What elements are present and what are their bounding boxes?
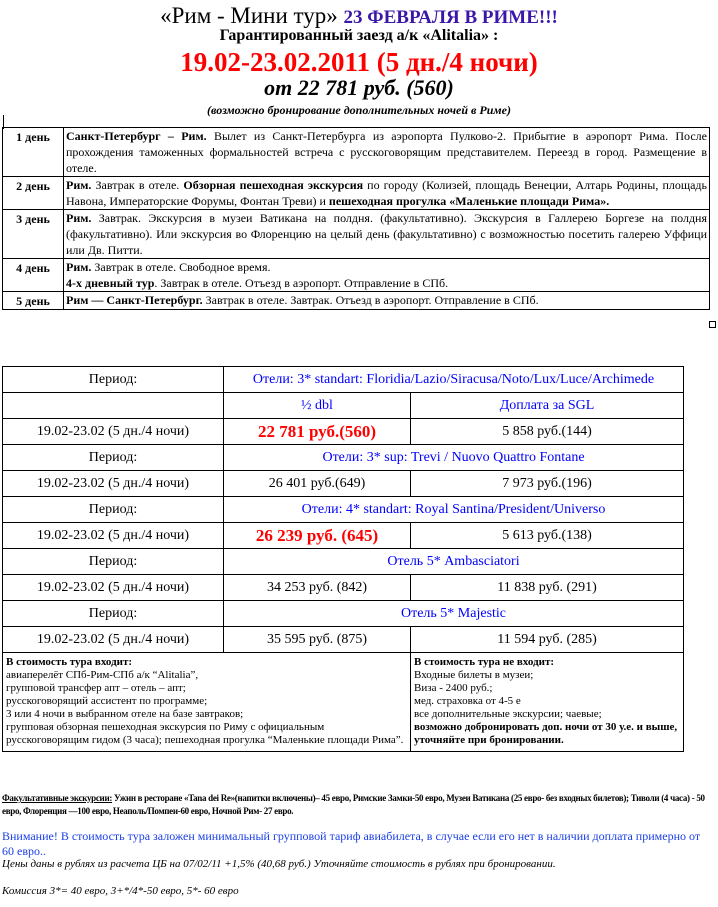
hotel-header-row (3, 497, 684, 523)
included-item: групповой трансфер апт – отель – апт; (6, 682, 186, 694)
itinerary-row (3, 210, 710, 259)
day-description (64, 177, 710, 210)
day-text: Завтрак в отеле. Завтрак. Отъезд в аэропорт. Отправление в СПб. (202, 293, 539, 307)
hotel-header-row (3, 601, 684, 627)
included-item: авиаперелёт СПб-Рим-СПб а/к “Alitalia”, (6, 669, 199, 681)
hotel-name: Отели: 4* standart: Royal Santina/President/Universo (224, 497, 684, 523)
attention-note: Внимание! В стоимость тура заложен минимальный групповой тариф авиабилета, в случае если его нет в наличии доплата примерно от 60 евро.. (2, 829, 701, 858)
itinerary-row (3, 292, 710, 310)
price-sgl: 5 613 руб.(138) (411, 523, 684, 549)
price-row (3, 419, 684, 445)
price-from: от 22 781 руб. (560) (264, 75, 454, 100)
day-highlight: Обзорная пешеходная экскурсия (183, 178, 364, 192)
table-resize-handle[interactable] (709, 321, 716, 328)
period-value: 19.02-23.02 (5 дн./4 ночи) (3, 523, 224, 549)
not-included-item: Входные билеты в музеи; (414, 669, 534, 681)
day-title: 4-х дневный тур (66, 276, 155, 290)
period-value: 19.02-23.02 (5 дн./4 ночи) (3, 471, 224, 497)
extra-nights-note: возможно добронировать доп. ночи от 30 у.е. и выше, уточняйте при бронировании. (414, 721, 678, 746)
guaranteed-departure: Гарантированный заезд а/к «Alitalia» : (219, 27, 499, 44)
day-label: 4 день (3, 259, 64, 292)
hotel-header-row (3, 367, 684, 393)
day-label: 2 день (3, 177, 64, 210)
day-description (64, 128, 710, 177)
included-item: групповая обзорная пешеходная экскурсия по Риму с официальным русскоговорящим гидом (3 часа); пешеходная прогулка “Маленькие площади Рима”. (6, 721, 404, 746)
itinerary-row (3, 128, 710, 177)
included-cell (3, 653, 411, 752)
day-text: Завтрак. Экскурсия в музеи Ватикана на полдня. (факультативно). Экскурсия в Галлерею Боргезе на полдня (факультативно). Или экскурсия во Флоренцию на целый день (факультативно) с возможностью посетить галерею Уффици или Дв. Питти. (66, 211, 707, 257)
period-value: 19.02-23.02 (5 дн./4 ночи) (3, 627, 224, 653)
optional-excursions-label: Факультативные экскурсии: (2, 793, 113, 803)
price-dbl: 22 781 руб.(560) (224, 419, 411, 445)
period-label: Период: (3, 497, 224, 523)
day-text: Завтрак в отеле. Свободное время. (91, 260, 271, 274)
commission-note: Комиссия 3*= 40 евро, 3+*/4*-50 евро, 5*- 60 евро (2, 885, 239, 897)
day-text: . Завтрак в отеле. Отъезд в аэропорт. Отправление в СПб. (154, 276, 449, 290)
col-dbl-header: ½ dbl (224, 393, 411, 419)
price-dbl: 26 401 руб.(649) (224, 471, 411, 497)
day-title: Санкт-Петербург – Рим. (66, 129, 207, 143)
day-label: 1 день (3, 128, 64, 177)
hotel-header-row (3, 445, 684, 471)
price-sgl: 5 858 руб.(144) (411, 419, 684, 445)
day-title: Рим. (66, 260, 92, 274)
included-item: русскоговорящий ассистент по программе; (6, 695, 208, 707)
not-included-item: мед. страховка от 4-5 е (414, 695, 521, 707)
itinerary-table (2, 127, 710, 310)
not-included-cell (411, 653, 684, 752)
price-row (3, 627, 684, 653)
not-included-title: В стоимость тура не входит: (414, 656, 555, 668)
optional-excursions-text: Ужин в ресторане «Tana dei Re»(напитки включены)– 45 евро, Римские Замки-50 евро, Музеи Ватикана (25 евро- без входных билетов); Тиволи (4 часа) - 50 евро, Флоренция —100 евро, Неаполь/Помпеи-60 евро, Ночной Рим- 27 евро. (2, 793, 705, 816)
hotel-name: Отель 5* Majestic (224, 601, 684, 627)
period-value: 19.02-23.02 (5 дн./4 ночи) (3, 419, 224, 445)
period-label: Период: (3, 549, 224, 575)
hotel-name: Отель 5* Ambasciatori (224, 549, 684, 575)
day-text: Завтрак в отеле. (91, 178, 184, 192)
tour-title-highlight: 23 ФЕВРАЛЯ В РИМЕ!!! (343, 7, 558, 28)
pricing-table (2, 366, 684, 752)
price-sgl: 11 594 руб. (285) (411, 627, 684, 653)
currency-rates-note: Цены даны в рублях из расчета ЦБ на 07/02/11 +1,5% (40,68 руб.) Уточняйте стоимость в рублях при бронировании. (2, 858, 556, 870)
day-text: по городу (Колизей, площадь Венеции, Алтарь Родины, площадь Навона, Императорские Форумы, Фонтан Треви) и (66, 178, 707, 208)
period-label: Период: (3, 445, 224, 471)
column-header-row (3, 393, 684, 419)
itinerary-row (3, 259, 710, 292)
tour-dates: 19.02-23.02.2011 (5 дн./4 ночи) (180, 47, 538, 77)
not-included-item: Виза - 2400 руб.; (414, 682, 493, 694)
optional-excursions (2, 792, 718, 818)
day-text: Вылет из Санкт-Петербурга из аэропорта Пулково-2. Прибытие в аэропорт Рима. После прохождения таможенных формальностей встреча с русскоговорящим представителем. Переезд в город. Размещение в отеле. (66, 129, 707, 175)
price-dbl: 34 253 руб. (842) (224, 575, 411, 601)
day-description (64, 292, 710, 310)
price-dbl: 35 595 руб. (875) (224, 627, 411, 653)
period-value: 19.02-23.02 (5 дн./4 ночи) (3, 575, 224, 601)
period-label: Период: (3, 367, 224, 393)
tour-title-main: «Рим - Мини тур» (160, 3, 338, 28)
day-description (64, 210, 710, 259)
day-title: Рим — Санкт-Петербург. (66, 293, 203, 307)
hotel-name: Отели: 3* sup: Trevi / Nuovo Quattro Fontane (224, 445, 684, 471)
hotel-name: Отели: 3* standart: Floridia/Lazio/Siracusa/Noto/Lux/Luce/Archimede (224, 367, 684, 393)
price-row (3, 523, 684, 549)
day-label: 3 день (3, 210, 64, 259)
not-included-item: все дополнительные экскурсии; чаевые; (414, 708, 602, 720)
price-sgl: 11 838 руб. (291) (411, 575, 684, 601)
price-row (3, 471, 684, 497)
col-sgl-header: Доплата за SGL (411, 393, 684, 419)
hotel-header-row (3, 549, 684, 575)
itinerary-row (3, 177, 710, 210)
included-title: В стоимость тура входит: (6, 656, 133, 668)
period-label: Период: (3, 601, 224, 627)
price-dbl: 26 239 руб. (645) (224, 523, 411, 549)
price-row (3, 575, 684, 601)
inclusions-row (3, 653, 684, 752)
day-highlight: пешеходная прогулка «Маленькие площади Рима». (328, 194, 610, 208)
day-title: Рим. (66, 211, 92, 225)
price-sgl: 7 973 руб.(196) (411, 471, 684, 497)
extra-nights-note: (возможно бронирование дополнительных ночей в Риме) (207, 103, 511, 117)
day-title: Рим. (66, 178, 92, 192)
empty-cell (3, 393, 224, 419)
included-item: 3 или 4 ночи в выбранном отеле на базе завтраков; (6, 708, 244, 720)
day-description (64, 259, 710, 292)
day-label: 5 день (3, 292, 64, 310)
